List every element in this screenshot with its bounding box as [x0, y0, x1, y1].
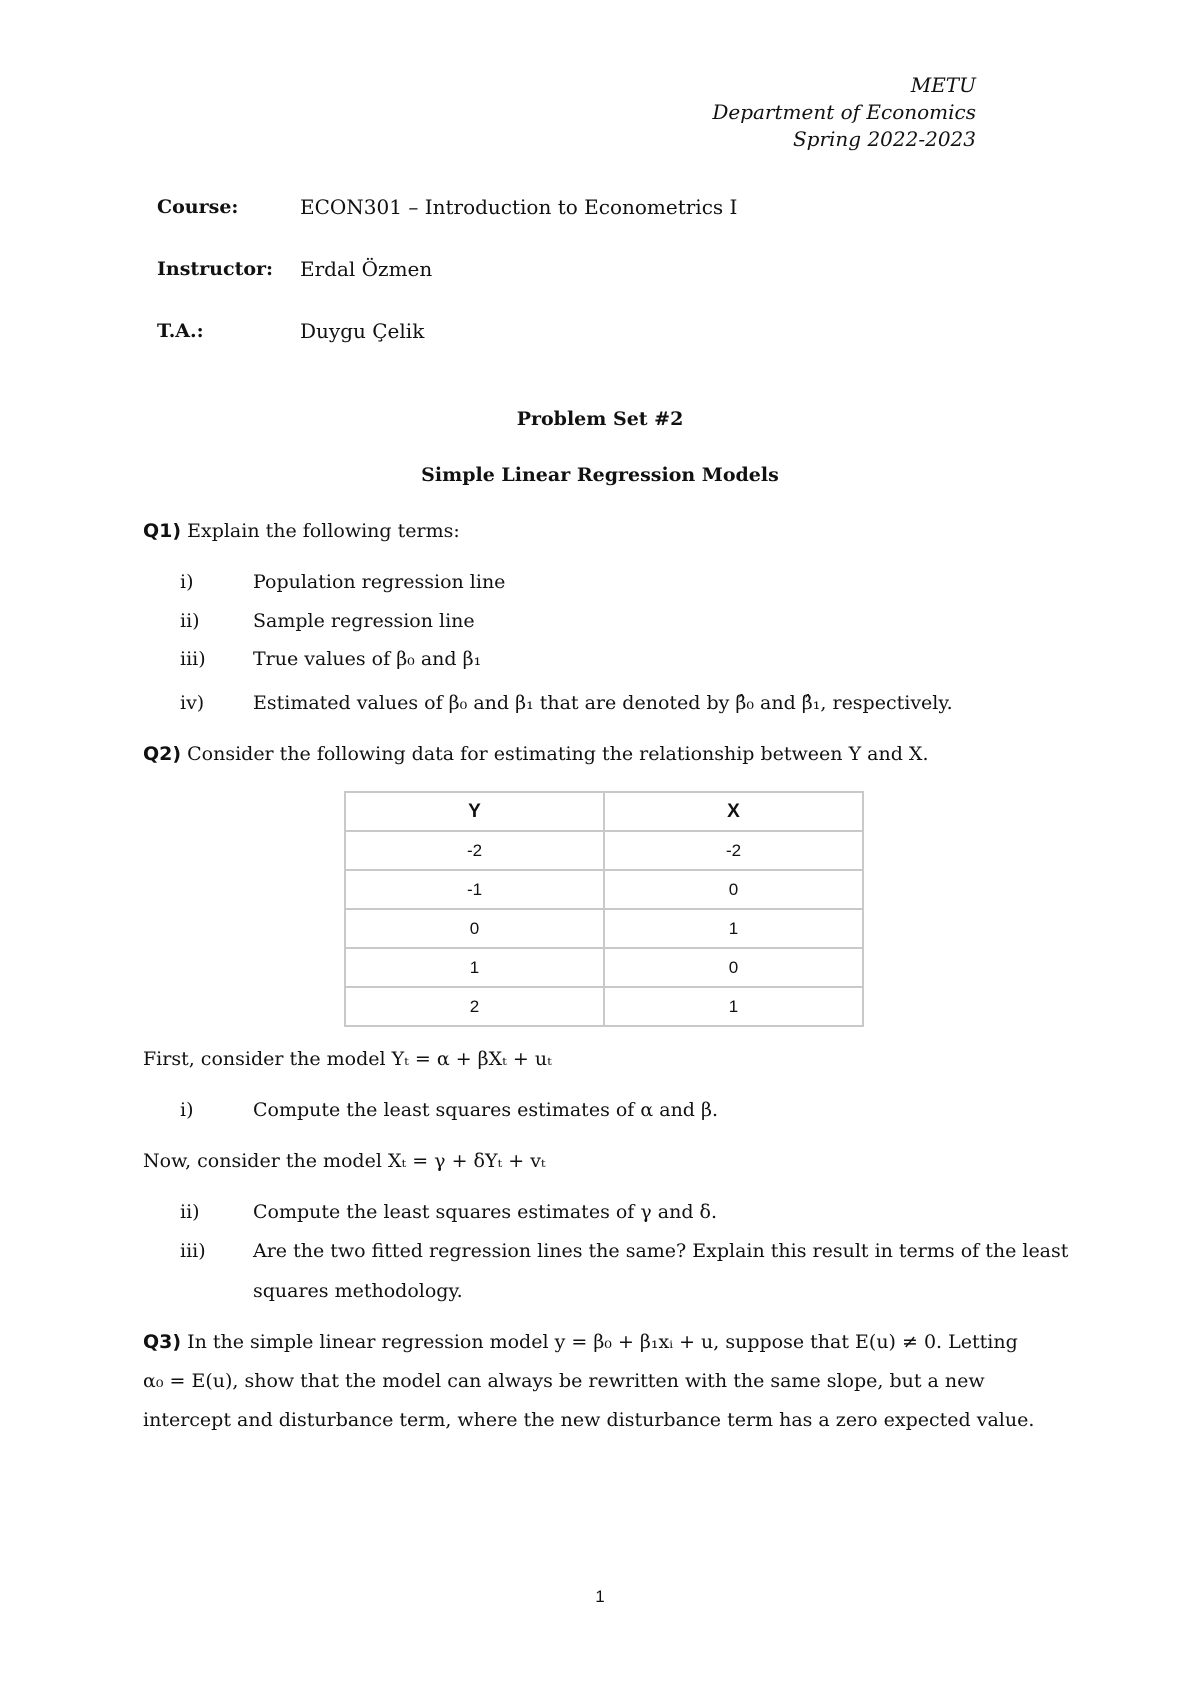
table-header-row [345, 792, 863, 831]
q1-item-number: iv) [180, 692, 205, 714]
q1-prompt: Explain the following terms: [187, 520, 460, 542]
instructor-value: Erdal Özmen [300, 257, 433, 281]
table-cell-y: -2 [345, 831, 604, 870]
table-cell-x: 0 [604, 948, 863, 987]
q2-item-number: ii) [180, 1201, 200, 1223]
q2-item-text: Are the two fitted regression lines the same? Explain this result in terms of the least [253, 1240, 1069, 1262]
q2-prompt: Consider the following data for estimating the relationship between Y and X. [187, 743, 929, 765]
q2-item-text: Compute the least squares estimates of γ and δ. [253, 1201, 718, 1223]
q1-item-text: Estimated values of β₀ and β₁ that are denoted by β̂₀ and β̂₁, respectively. [253, 692, 953, 714]
q3-text-line-2: α₀ = E(u), show that the model can always be rewritten with the same slope, but a new [143, 1370, 985, 1392]
page-number: 1 [595, 1587, 605, 1606]
q2-label: Q2) [143, 743, 182, 765]
course-label: Course: [157, 196, 239, 218]
q1-item-text: Sample regression line [253, 610, 475, 632]
table-cell-x: -2 [604, 831, 863, 870]
table-cell-y: 0 [345, 909, 604, 948]
instructor-label: Instructor: [157, 258, 274, 280]
q1-item-text: True values of β₀ and β₁ [253, 648, 482, 670]
q1-item-number: ii) [180, 610, 200, 632]
q3-label: Q3) [143, 1331, 182, 1353]
problem-set-subtitle: Simple Linear Regression Models [421, 464, 779, 486]
table-row [345, 870, 863, 909]
q3-text-line-1: In the simple linear regression model y = β₀ + β₁xᵢ + u, suppose that E(u) ≠ 0. Letting [187, 1331, 1018, 1353]
table-cell-x: 1 [604, 987, 863, 1026]
q2-item-number: iii) [180, 1240, 206, 1262]
q3-text-line-3: intercept and disturbance term, where the new disturbance term has a zero expected value. [143, 1409, 1035, 1431]
q2-model-1: First, consider the model Yₜ = α + βXₜ + uₜ [143, 1048, 552, 1070]
q2-model-2: Now, consider the model Xₜ = γ + δYₜ + vₜ [143, 1150, 546, 1172]
table-header-x: X [604, 792, 863, 831]
university-name: METU [910, 73, 976, 97]
department-name: Department of Economics [712, 100, 976, 124]
q1-label: Q1) [143, 520, 182, 542]
problem-set-title: Problem Set #2 [516, 408, 684, 430]
q1-item-text: Population regression line [253, 571, 506, 593]
data-table [344, 791, 864, 1027]
table-row [345, 987, 863, 1026]
ta-value: Duygu Çelik [300, 319, 425, 343]
q1-item-number: i) [180, 571, 194, 593]
table-row [345, 909, 863, 948]
term-label: Spring 2022-2023 [792, 127, 976, 151]
table-cell-y: -1 [345, 870, 604, 909]
q1-item-number: iii) [180, 648, 206, 670]
table-cell-y: 1 [345, 948, 604, 987]
q2-item-number: i) [180, 1099, 194, 1121]
table-cell-x: 1 [604, 909, 863, 948]
q3-line-1 [143, 1331, 1018, 1353]
table-header-y: Y [345, 792, 604, 831]
course-value: ECON301 – Introduction to Econometrics I [300, 195, 738, 219]
q2-item-text-continued: squares methodology. [253, 1280, 463, 1302]
table-row [345, 948, 863, 987]
table-cell-y: 2 [345, 987, 604, 1026]
ta-label: T.A.: [157, 320, 204, 342]
q1-prompt-line [143, 520, 460, 542]
table-cell-x: 0 [604, 870, 863, 909]
table-row [345, 831, 863, 870]
q2-item-text: Compute the least squares estimates of α and β. [253, 1099, 719, 1121]
q2-prompt-line [143, 743, 929, 765]
